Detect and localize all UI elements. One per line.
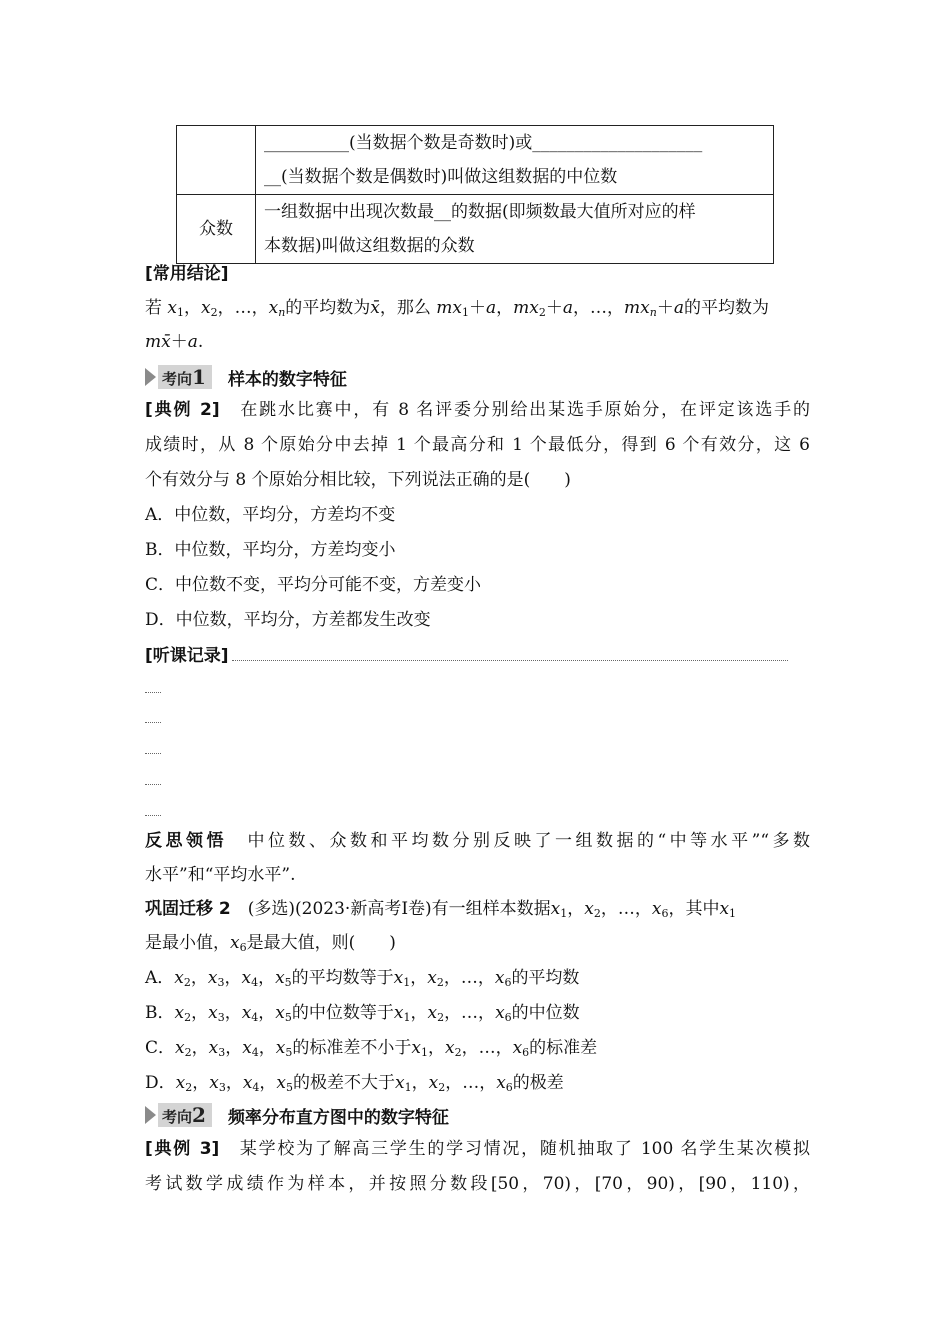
example2-option-b: B．中位数，平均分，方差均变小 (145, 540, 396, 560)
example2-option-c: C．中位数不变，平均分可能不变，方差变小 (145, 575, 482, 595)
example2-label: [典例 2] (145, 400, 220, 420)
notes-label: [听课记录] (145, 646, 229, 666)
triangle-arrow-icon (145, 368, 156, 386)
practice2-option-c: C．$x_2$，$x_3$，$x_4$，$x_5$的标准差不小于$x_1$，$x_2$，…，$x_6$的标准差 (145, 1038, 598, 1059)
table-definition (256, 195, 774, 264)
notes-dotted-line[interactable] (232, 660, 788, 661)
notes-line[interactable] (145, 692, 161, 693)
example2-option-a: A．中位数，平均分，方差均不变 (145, 505, 396, 525)
example2-option-d: D．中位数，平均分，方差都发生改变 (145, 610, 431, 630)
table-term-mode: 众数 (177, 195, 256, 264)
median-definition-line1: __________(当数据个数是奇数时)或____________________ (264, 133, 703, 153)
table-row (177, 126, 774, 195)
section-title: 频率分布直方图中的数字特征 (227, 1107, 449, 1128)
conclusion-line1: 若 $x_1$，$x_2$，…，$x_n$的平均数为x̄，那么 $mx_1+a$，$mx_2+a$，…，$mx_n+a$的平均数为 (145, 298, 769, 319)
notes-line[interactable] (145, 815, 161, 816)
example3-line1: [典例 3] 某学校为了解高三学生的学习情况，随机抽取了 100 名学生某次模拟 (145, 1139, 810, 1159)
example3-line2: 考试数学成绩作为样本，并按照分数段[50，70)，[70，90)，[90，110)， (145, 1174, 810, 1194)
median-definition-line2: __(当数据个数是偶数时)叫做这组数据的中位数 (264, 167, 618, 187)
reflect-line1: 反思领悟 中位数、众数和平均数分别反映了一组数据的“中等水平”“多数 (145, 831, 811, 851)
definition-table (176, 125, 774, 264)
example2-line3: 个有效分与 8 个原始分相比较，下列说法正确的是( ) (145, 470, 571, 490)
section-tag: 考向1 (158, 365, 212, 389)
practice2-option-d: D．$x_2$，$x_3$，$x_4$，$x_5$的极差不大于$x_1$，$x_2$，…，$x_6$的极差 (145, 1073, 564, 1094)
section-title: 样本的数字特征 (227, 369, 347, 390)
section-header-1 (145, 364, 347, 390)
practice2-option-b: B．$x_2$，$x_3$，$x_4$，$x_5$的中位数等于$x_1$，$x_2$，…，$x_6$的中位数 (145, 1003, 580, 1024)
table-row (177, 195, 774, 264)
practice2-line1: 巩固迁移 2 (多选)(2023·新高考Ⅰ卷)有一组样本数据$x_1$，$x_2$，…，$x_6$，其中$x_1$ (145, 899, 737, 920)
table-term-empty (177, 126, 256, 195)
reflect-line2: 水平”和“平均水平”. (145, 865, 296, 885)
table-definition (256, 126, 774, 195)
practice2-line2: 是最小值，$x_6$是最大值，则( ) (145, 933, 396, 954)
section-tag: 考向2 (158, 1103, 212, 1127)
practice2-option-a: A．$x_2$，$x_3$，$x_4$，$x_5$的平均数等于$x_1$，$x_2$，…，$x_6$的平均数 (145, 968, 580, 989)
mode-definition-line1: 一组数据中出现次数最__的数据(即频数最大值所对应的样 (264, 202, 696, 222)
triangle-arrow-icon (145, 1106, 156, 1124)
conclusion-label: [常用结论] (145, 264, 229, 284)
example2-line2: 成绩时，从 8 个原始分中去掉 1 个最高分和 1 个最低分，得到 6 个有效分，这 6 (145, 435, 810, 455)
section-header-2 (145, 1102, 449, 1128)
notes-line[interactable] (145, 753, 161, 754)
mode-definition-line2: 本数据)叫做这组数据的众数 (264, 236, 475, 256)
notes-line[interactable] (145, 722, 161, 723)
conclusion-line2: mx̄＋a. (145, 332, 204, 352)
example2-line1: [典例 2] 在跳水比赛中，有 8 名评委分别给出某选手原始分，在评定该选手的 (145, 400, 810, 420)
reflect-label: 反思领悟 (145, 831, 227, 851)
notes-line[interactable] (145, 784, 161, 785)
practice2-label: 巩固迁移 2 (145, 899, 231, 919)
example3-label: [典例 3] (145, 1139, 220, 1159)
